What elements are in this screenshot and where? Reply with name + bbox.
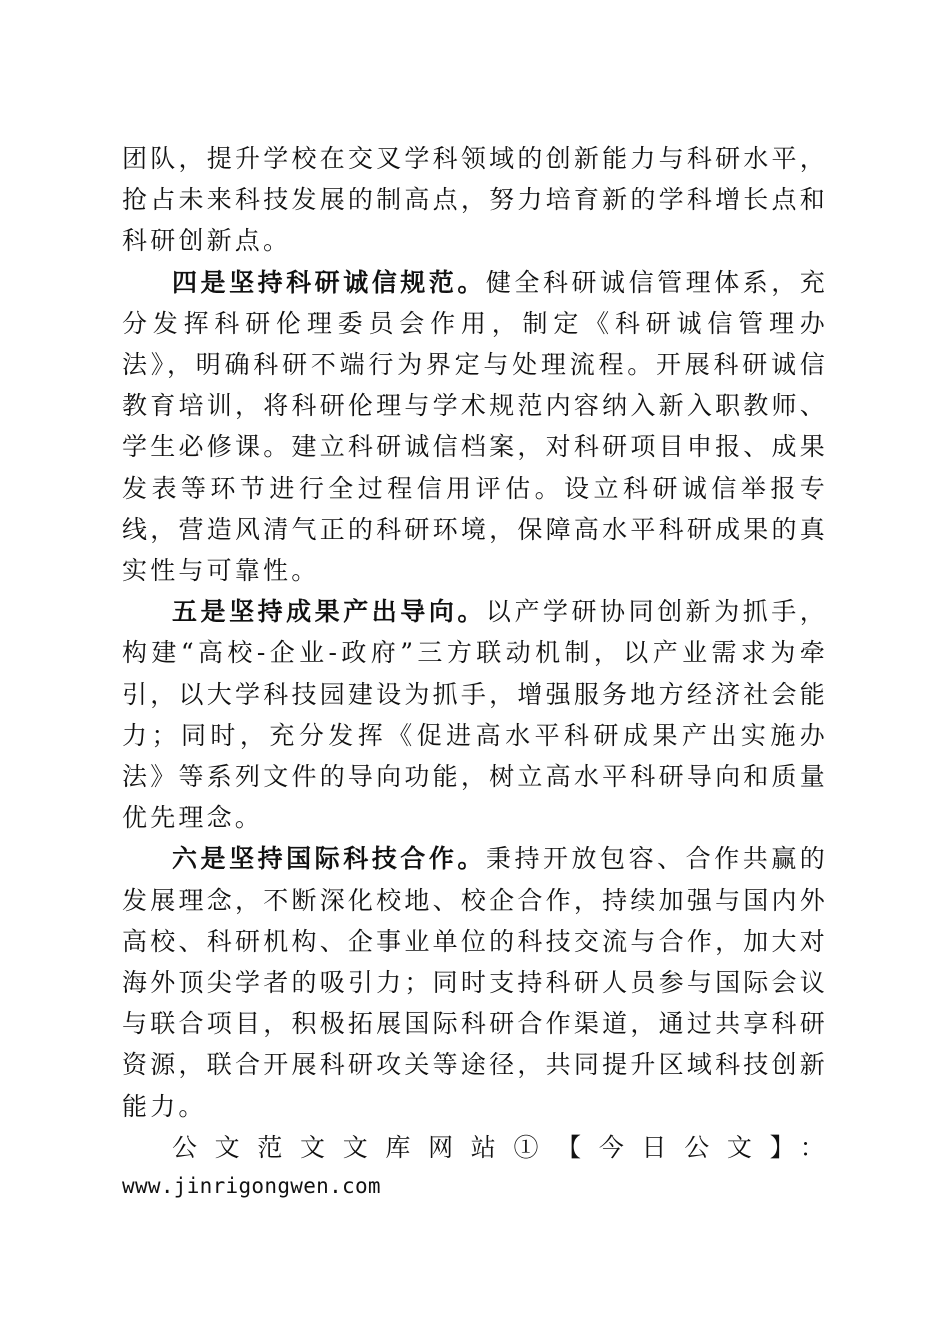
footer-site-line: 公文范文文库网站①【今日公文】：: [172, 1132, 828, 1162]
paragraph-lead: 四是坚持科研诚信规范。: [172, 267, 486, 297]
paragraph-body: 秉持开放包容、合作共赢的发展理念，不断深化校地、校企合作，持续加强与国内外高校、科研机构、企事业单位的科技交流与合作，加大对海外顶尖学者的吸引力；同时支持科研人员参与国际会议与联合项目，积极拓展国际科研合作渠道，通过共享科研资源，联合开展科研攻关等途径，共同提升区域科技创新能力。: [122, 844, 829, 1121]
paragraph-lead: 五是坚持成果产出导向。: [172, 597, 486, 627]
paragraph-integrity: [122, 262, 828, 592]
paragraph-continuation: [122, 138, 828, 262]
paragraph-output: [122, 591, 828, 838]
document-page: [122, 138, 828, 1204]
paragraph-lead: 六是坚持国际科技合作。: [172, 844, 486, 874]
paragraph-international: [122, 838, 828, 1126]
paragraph-body: 以产学研协同创新为抓手，构建“高校-企业-政府”三方联动机制，以产业需求为牵引，以大学科技园建设为抓手，增强服务地方经济社会能力；同时，充分发挥《促进高水平科研成果产出实施办法》等系列文件的导向功能，树立高水平科研导向和质量优先理念。: [122, 597, 829, 833]
paragraph-body: 团队，提升学校在交叉学科领域的创新能力与科研水平，抢占未来科技发展的制高点，努力培育新的学科增长点和科研创新点。: [122, 144, 828, 256]
footer-url[interactable]: www.jinrigongwen.com: [122, 1174, 381, 1199]
paragraph-body: 健全科研诚信管理体系，充分发挥科研伦理委员会作用，制定《科研诚信管理办法》，明确科研不端行为界定与处理流程。开展科研诚信教育培训，将科研伦理与学术规范内容纳入新入职教师、学生必修课。建立科研诚信档案，对科研项目申报、成果发表等环节进行全过程信用评估。设立科研诚信举报专线，营造风清气正的科研环境，保障高水平科研成果的真实性与可靠性。: [122, 267, 829, 586]
